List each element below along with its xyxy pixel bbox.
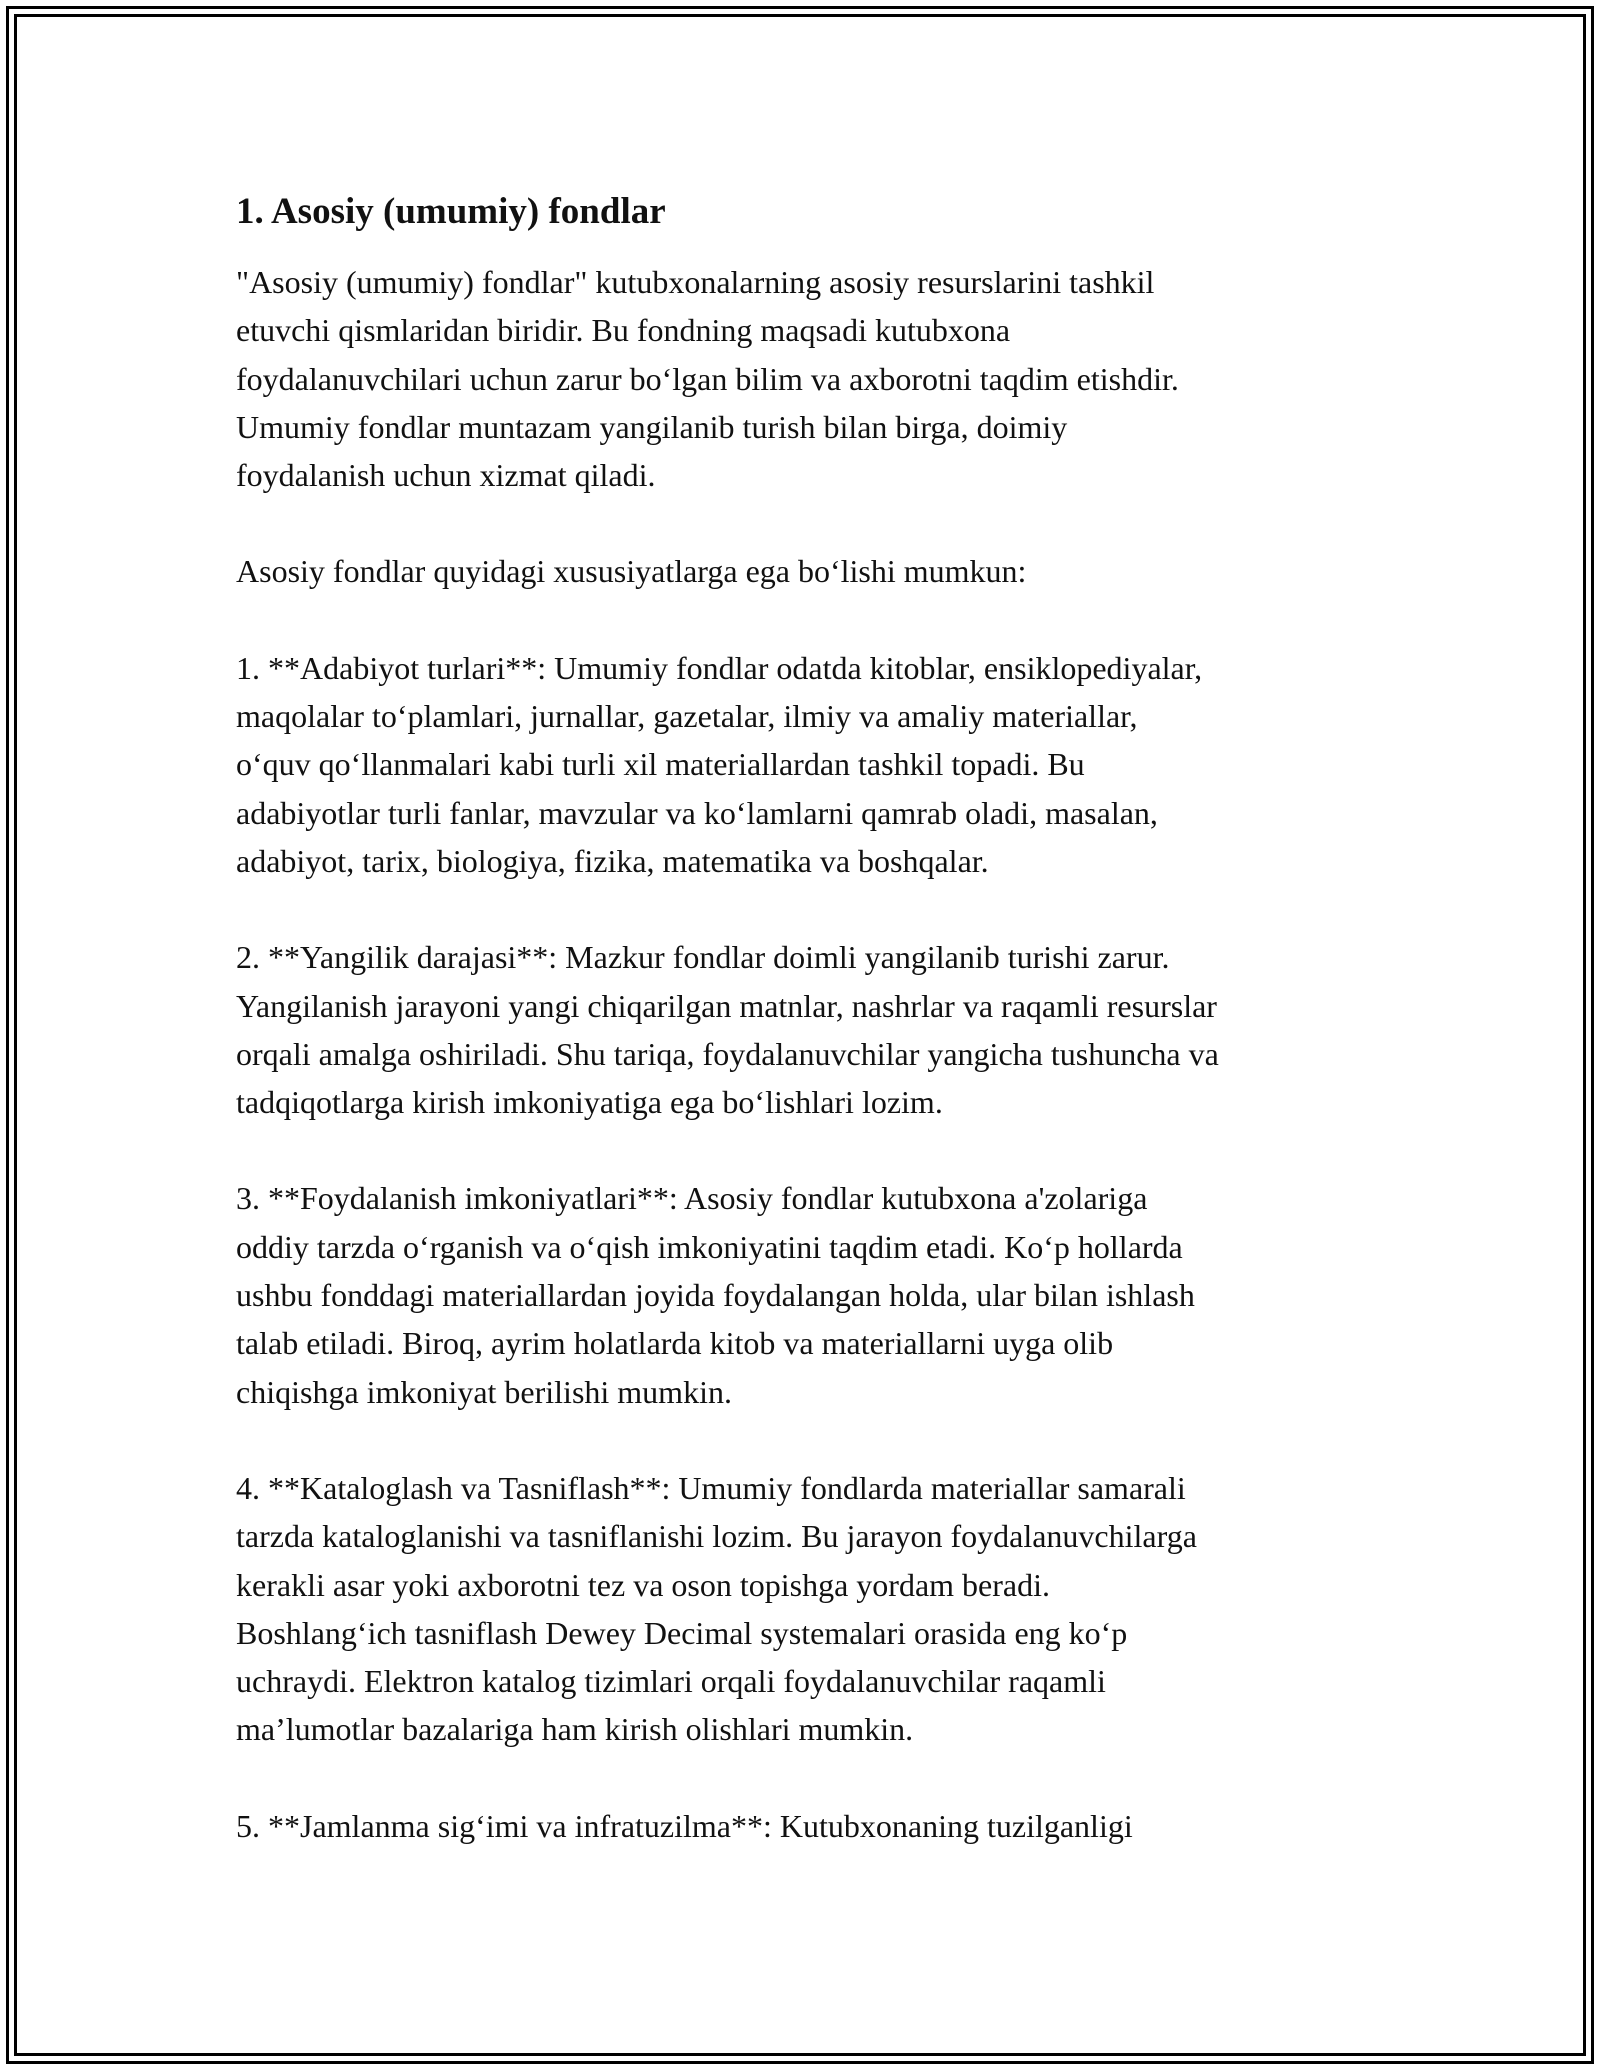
text-line: maʼlumotlar bazalariga ham kirish olishlari mumkin.: [236, 1711, 914, 1748]
text-line: 3. **Foydalanish imkoniyatlari**: Asosiy fondlar kutubxona a'zolariga: [236, 1180, 1148, 1217]
text-line: ushbu fonddagi materiallardan joyida foydalangan holda, ular bilan ishlash: [236, 1277, 1195, 1314]
text-line: Asosiy fondlar quyidagi xususiyatlarga ega boʻlishi mumkun:: [236, 553, 1027, 590]
text-line: Umumiy fondlar muntazam yangilanib turish bilan birga, doimiy: [236, 408, 1068, 445]
text-line: oddiy tarzda oʻrganish va oʻqish imkoniyatini taqdim etadi. Koʻp hollarda: [236, 1228, 1183, 1265]
text-line: "Asosiy (umumiy) fondlar" kutubxonalarning asosiy resurslarini tashkil: [236, 264, 1155, 300]
list-item-adabiyot-turlari: [236, 644, 1386, 885]
text-line: etuvchi qismlaridan biridir. Bu fondning maqsadi kutubxona: [236, 312, 1011, 349]
text-line: maqolalar toʻplamlari, jurnallar, gazetalar, ilmiy va amaliy materiallar,: [236, 698, 1138, 735]
text-line: orqali amalga oshiriladi. Shu tariqa, foydalanuvchilar yangicha tushuncha va: [236, 1035, 1219, 1072]
text-line: adabiyot, tarix, biologiya, fizika, matematika va boshqalar.: [236, 842, 989, 879]
text-line: chiqishga imkoniyat berilishi mumkin.: [236, 1373, 732, 1410]
text-line: tarzda kataloglanishi va tasniflanishi lozim. Bu jarayon foydalanuvchilarga: [236, 1518, 1197, 1555]
text-line: uchraydi. Elektron katalog tizimlari orqali foydalanuvchilar raqamli: [236, 1663, 1106, 1700]
text-line: 4. **Kataloglash va Tasniflash**: Umumiy fondlarda materiallar samarali: [236, 1469, 1186, 1506]
text-line: 2. **Yangilik darajasi**: Mazkur fondlar doimli yangilanib turishi zarur.: [236, 939, 1170, 976]
text-line: oʻquv qoʻllanmalari kabi turli xil materiallardan tashkil topadi. Bu: [236, 746, 1085, 783]
text-line: 1. **Adabiyot turlari**: Umumiy fondlar odatda kitoblar, ensiklopediyalar,: [236, 649, 1203, 686]
text-line: adabiyotlar turli fanlar, mavzular va koʻlamlarni qamrab oladi, masalan,: [236, 794, 1158, 831]
text-line: foydalanuvchilari uchun zarur boʻlgan bilim va axborotni taqdim etishdir.: [236, 360, 1179, 397]
list-item-foydalanish-imkoniyatlari: [236, 1174, 1386, 1415]
list-item-yangilik-darajasi: [236, 933, 1386, 1126]
text-line: tadqiqotlarga kirish imkoniyatiga ega boʻlishlari lozim.: [236, 1084, 943, 1121]
text-line: kerakli asar yoki axborotni tez va oson topishga yordam beradi.: [236, 1566, 1050, 1603]
section-heading: 1. Asosiy (umumiy) fondlar: [236, 191, 666, 232]
text-line: foydalanish uchun xizmat qiladi.: [236, 457, 656, 494]
text-line: talab etiladi. Biroq, ayrim holatlarda kitob va materiallarni uyga olib: [236, 1325, 1114, 1362]
intro-paragraph: [236, 258, 1386, 499]
features-lead-paragraph: [236, 547, 1386, 595]
list-item-kataloglash-va-tasniflash: [236, 1464, 1386, 1754]
text-line: Yangilanish jarayoni yangi chiqarilgan matnlar, nashrlar va raqamli resurslar: [236, 987, 1217, 1024]
text-line: Boshlangʻich tasniflash Dewey Decimal systemalari orasida eng koʻp: [236, 1614, 1128, 1651]
document-body: [236, 188, 1386, 1850]
list-item-jamlanma-sigimi: [236, 1802, 1386, 1850]
text-line: 5. **Jamlanma sigʻimi va infratuzilma**: Kutubxonaning tuzilganligi: [236, 1807, 1133, 1844]
